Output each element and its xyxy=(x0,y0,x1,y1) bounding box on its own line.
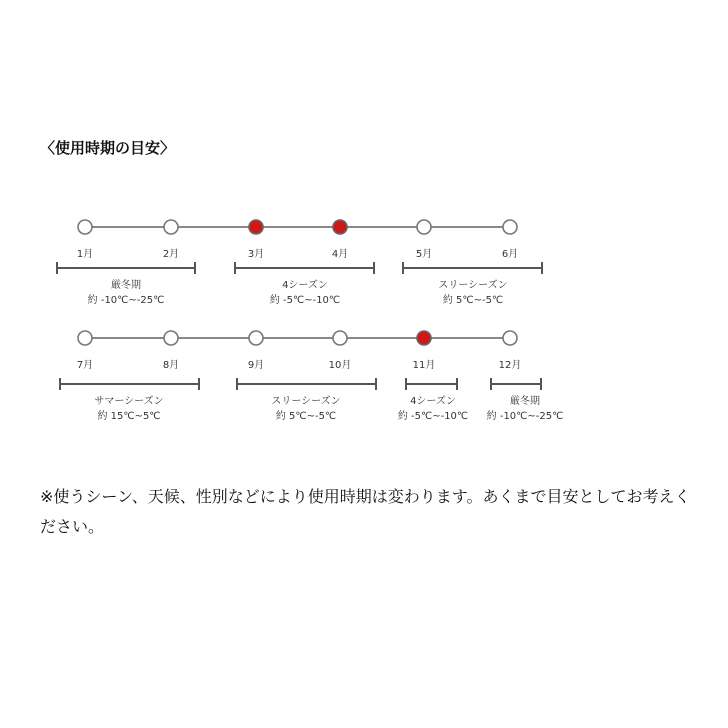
month-label: 4月 xyxy=(331,249,349,260)
month-node-active xyxy=(417,331,431,345)
month-node xyxy=(417,220,431,234)
month-node xyxy=(78,331,92,345)
season-name: スリーシーズン xyxy=(438,280,508,291)
month-label: 10月 xyxy=(328,360,352,371)
season-temperature-range: 約 -10℃~-25℃ xyxy=(486,411,564,422)
month-label: 5月 xyxy=(415,249,433,260)
season-temperature-range: 約 5℃~-5℃ xyxy=(442,295,504,306)
month-node xyxy=(164,220,178,234)
month-node xyxy=(164,331,178,345)
season-temperature-range: 約 -5℃~-10℃ xyxy=(397,411,469,422)
season-name: サマーシーズン xyxy=(94,396,164,407)
season-temperature-range: 約 -10℃~-25℃ xyxy=(87,295,165,306)
season-name: スリーシーズン xyxy=(271,396,341,407)
month-node xyxy=(503,331,517,345)
month-label: 8月 xyxy=(162,360,180,371)
season-name: 4シーズン xyxy=(410,396,456,407)
month-label: 3月 xyxy=(247,249,265,260)
season-name: 厳冬期 xyxy=(510,396,540,407)
month-node xyxy=(503,220,517,234)
month-node-active xyxy=(333,220,347,234)
month-node xyxy=(249,331,263,345)
month-label: 9月 xyxy=(247,360,265,371)
month-label: 6月 xyxy=(501,249,519,260)
season-temperature-range: 約 15℃~5℃ xyxy=(97,411,161,422)
season-name: 4シーズン xyxy=(282,280,328,291)
month-node-active xyxy=(249,220,263,234)
month-node xyxy=(78,220,92,234)
month-node xyxy=(333,331,347,345)
season-temperature-range: 約 -5℃~-10℃ xyxy=(269,295,341,306)
page-title: 〈使用時期の目安〉 xyxy=(40,139,176,157)
month-label: 11月 xyxy=(412,360,436,371)
month-label: 1月 xyxy=(76,249,94,260)
month-label: 2月 xyxy=(162,249,180,260)
usage-note: ※使うシーン、天候、性別などにより使用時期は変わります。あくまで目安としてお考えください。 xyxy=(40,487,691,536)
season-temperature-range: 約 5℃~-5℃ xyxy=(275,411,337,422)
season-name: 厳冬期 xyxy=(111,280,141,291)
month-label: 7月 xyxy=(76,360,94,371)
month-label: 12月 xyxy=(498,360,522,371)
